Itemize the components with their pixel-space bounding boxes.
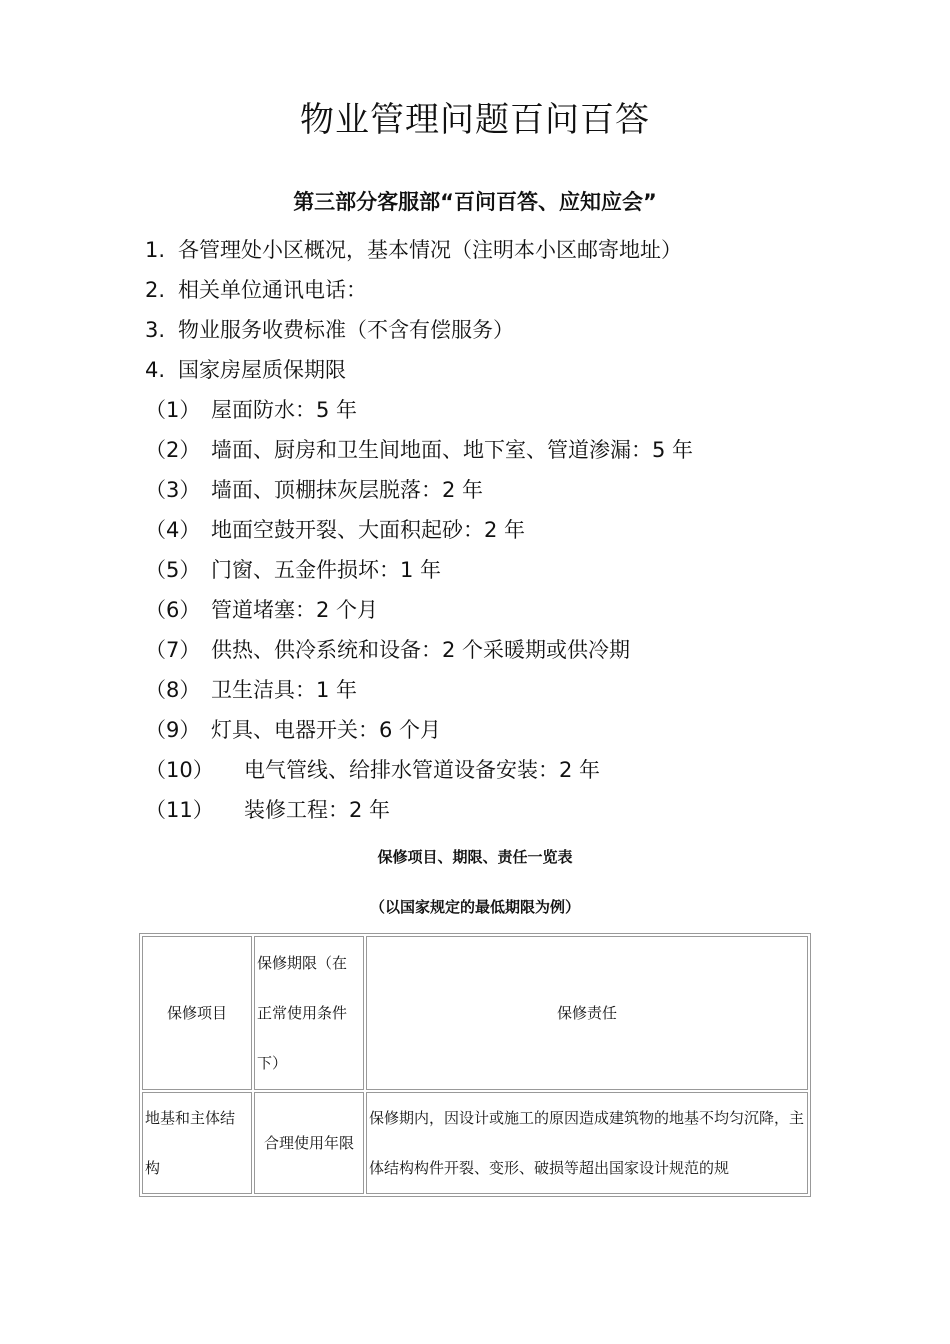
item-text: 国家房屋质保期限: [178, 358, 346, 382]
sub-item-text: 灯具、电器开关：6 个月: [211, 718, 442, 742]
table-cell: 合理使用年限: [254, 1092, 364, 1194]
item-number: 3.: [145, 318, 166, 342]
sub-list-item: [145, 470, 845, 510]
sub-item-number: （7）: [145, 638, 201, 662]
sub-list-item: [145, 590, 845, 630]
sub-item-text: 屋面防水：5 年: [211, 398, 358, 422]
list-item: [145, 310, 845, 350]
sub-list-item: [145, 670, 845, 710]
sub-item-number: （6）: [145, 598, 201, 622]
sub-item-text: 墙面、厨房和卫生间地面、地下室、管道渗漏：5 年: [211, 438, 694, 462]
sub-item-text: 供热、供冷系统和设备：2 个采暖期或供冷期: [211, 638, 631, 662]
list-item: [145, 350, 845, 390]
page-title: 物业管理问题百问百答: [300, 100, 650, 140]
list-item: [145, 270, 845, 310]
sub-item-number: （11）: [145, 798, 214, 822]
sub-list-item: [145, 630, 845, 670]
sub-list-item: [145, 750, 845, 790]
sub-list-item: [145, 510, 845, 550]
header-cell-period: 保修期限（在正常使用条件下）: [254, 936, 364, 1090]
sub-item-text: 墙面、顶棚抹灰层脱落：2 年: [211, 478, 484, 502]
item-number: 2.: [145, 278, 166, 302]
item-text: 各管理处小区概况，基本情况（注明本小区邮寄地址）: [178, 238, 682, 262]
sub-item-text: 卫生洁具：1 年: [211, 678, 358, 702]
table-cell: 保修期内，因设计或施工的原因造成建筑物的地基不均匀沉降，主体结构构件开裂、变形、破损等超出国家设计规范的规: [366, 1092, 808, 1194]
warranty-table: [139, 933, 811, 1197]
item-number: 4.: [145, 358, 166, 382]
sub-list-item: [145, 710, 845, 750]
sub-item-number: （8）: [145, 678, 201, 702]
sub-item-text: 门窗、五金件损坏：1 年: [211, 558, 442, 582]
sub-item-text: 电气管线、给排水管道设备安装：2 年: [244, 758, 601, 782]
table-subtitle: （以国家规定的最低期限为例）: [369, 898, 580, 916]
item-text: 物业服务收费标准（不含有偿服务）: [178, 318, 514, 342]
qa-list: [145, 230, 845, 830]
sub-list-item: [145, 550, 845, 590]
sub-item-number: （5）: [145, 558, 201, 582]
sub-item-number: （4）: [145, 518, 201, 542]
section-heading: 第三部分客服部“百问百答、应知应会”: [293, 190, 657, 214]
sub-list-item: [145, 390, 845, 430]
list-item: [145, 230, 845, 270]
sub-item-number: （10）: [145, 758, 214, 782]
sub-item-number: （3）: [145, 478, 201, 502]
sub-item-number: （9）: [145, 718, 201, 742]
item-text: 相关单位通讯电话：: [178, 278, 367, 302]
sub-list-item: [145, 430, 845, 470]
table-title: 保修项目、期限、责任一览表: [377, 848, 573, 866]
header-cell-item: 保修项目: [142, 936, 252, 1090]
table-row: [142, 1092, 808, 1194]
table-cell: 地基和主体结构: [142, 1092, 252, 1194]
sub-item-number: （2）: [145, 438, 201, 462]
sub-item-text: 地面空鼓开裂、大面积起砂：2 年: [211, 518, 526, 542]
table-header-row: [142, 936, 808, 1090]
sub-item-text: 管道堵塞：2 个月: [211, 598, 379, 622]
sub-list-item: [145, 790, 845, 830]
header-cell-responsibility: 保修责任: [366, 936, 808, 1090]
sub-item-text: 装修工程：2 年: [244, 798, 391, 822]
sub-item-number: （1）: [145, 398, 201, 422]
item-number: 1.: [145, 238, 166, 262]
